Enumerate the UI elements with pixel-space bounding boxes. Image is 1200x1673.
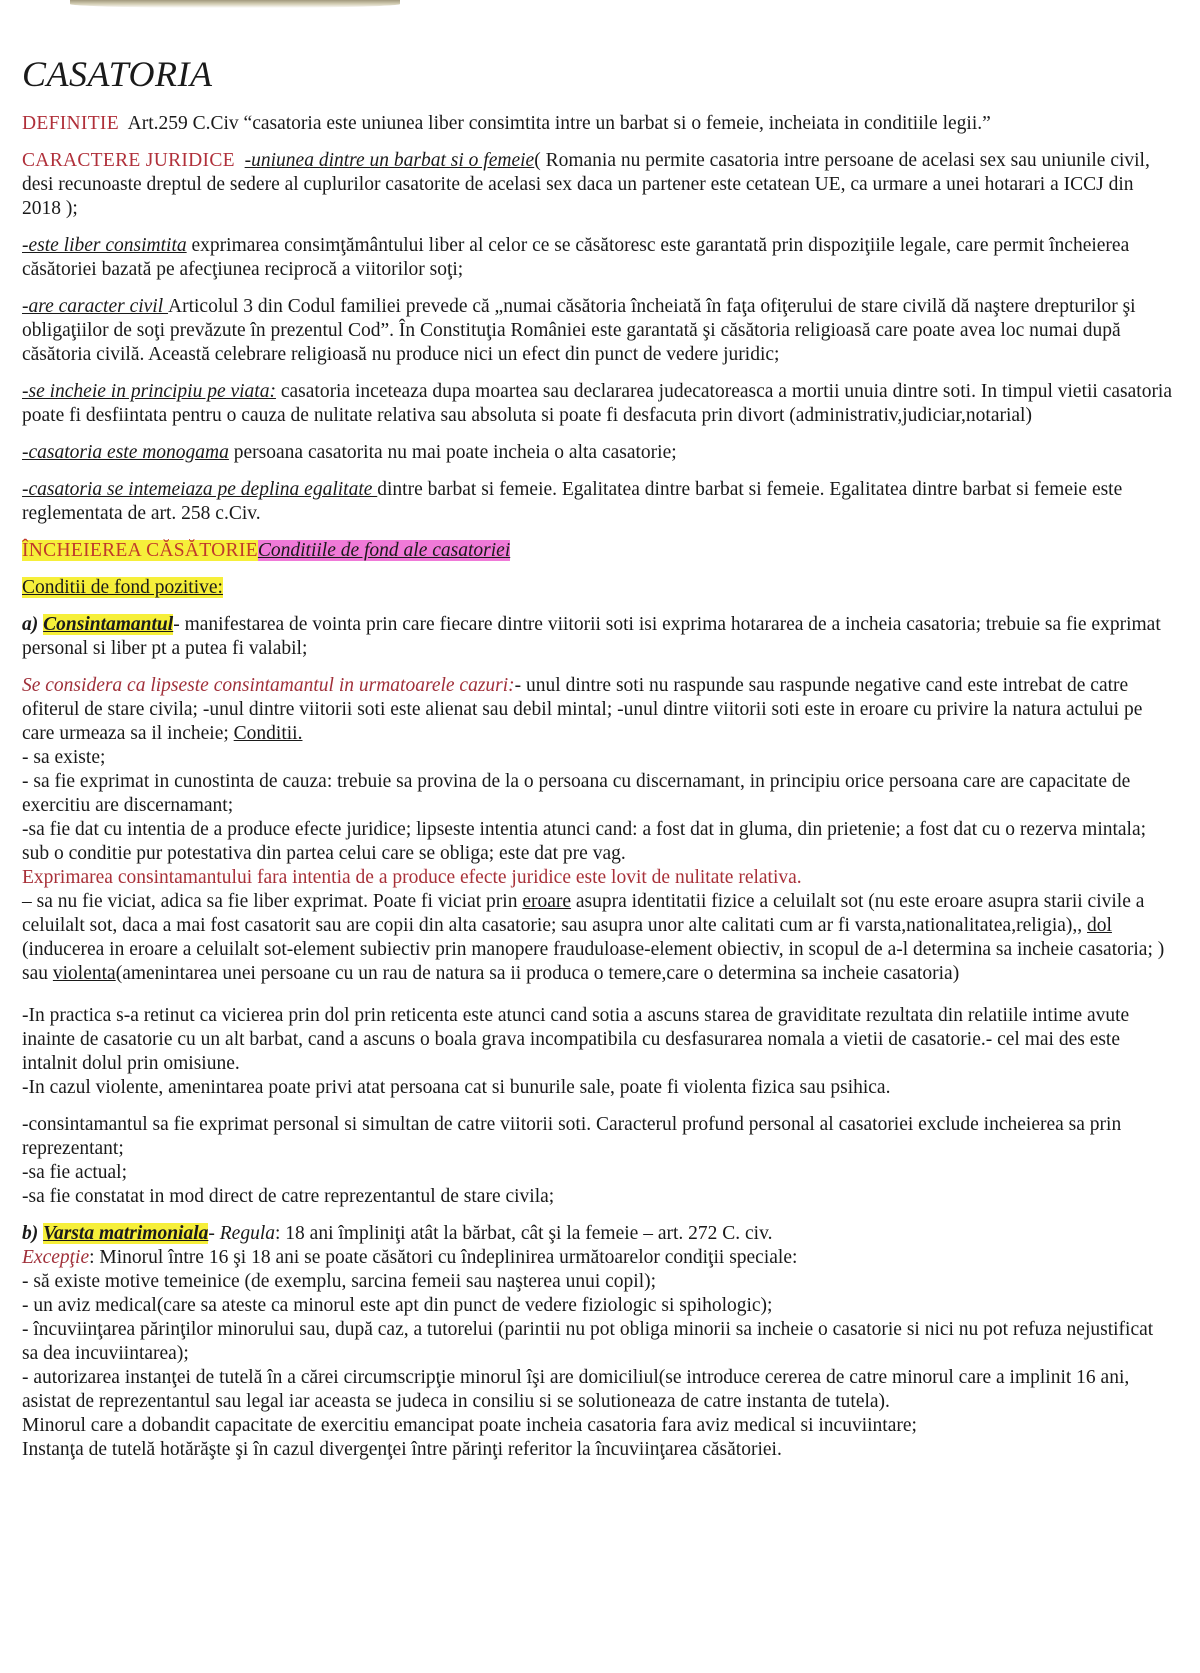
age-rule-label: Regula: [219, 1223, 275, 1244]
consent-paragraph: [22, 613, 1172, 661]
conclusion-label: ÎNCHEIEREA CĂSĂTORIE: [22, 540, 258, 561]
consent-direct: -sa fie constatat in mod direct de catre reprezentantul de stare civila;: [22, 1186, 555, 1207]
consent-personal: -consintamantul sa fie exprimat personal si simultan de catre viitorii soti. Caracterul profund personal al casatoriei exclude incheierea sa prin reprezentant;: [22, 1114, 1122, 1159]
age-exception-6: Instanţa de tutelă hotărăşte şi în cazul divergenţei între părinţi referitor la încuviinţarea căsătoriei.: [22, 1439, 782, 1460]
consent-condition-4-text-a: – sa nu fie viciat, adica sa fie liber exprimat. Poate fi viciat prin: [22, 891, 523, 912]
age-exception-text: : Minorul între 16 şi 18 ani se poate căsători cu îndeplinirea următoarelor condiţii speciale:: [89, 1247, 798, 1268]
age-exception-2: - un aviz medical(care sa ateste ca minorul este apt din punct de vedere fiziologic si spihologic);: [22, 1295, 773, 1316]
age-rule-line: [22, 1222, 1172, 1246]
age-exception-4: - autorizarea instanţei de tutelă în a cărei circumscripţie minorul îşi are domiciliul(se introduce cererea de catre minorul care a implinit 16 ani, asistat de reprezentantul sau legal iar aceasta se judeca in consiliu si se solutioneaza de catre instanta de tutela).: [22, 1367, 1130, 1412]
consent-condition-1: - sa existe;: [22, 747, 106, 768]
conclusion-heading: [22, 539, 1172, 563]
character-text-2: exprimarea consimţământului liber al celor ce se căsătoresc este garantată prin dispoziţiile legale, care permit încheierea căsătoriei bazată pe afecţiunea reciprocă a viitorilor soţi;: [22, 235, 1130, 280]
consent-missing-paragraph: [22, 674, 1172, 986]
age-exception-line: [22, 1246, 1172, 1270]
character-term-2: -este liber consimtita: [22, 235, 187, 256]
character-term-5: -casatoria este monogama: [22, 442, 229, 463]
positive-conditions-heading: [22, 576, 1172, 600]
scan-smudge: [70, 0, 400, 8]
consent-actual: -sa fie actual;: [22, 1162, 128, 1183]
age-rule-text: : 18 ani împliniţi atât la bărbat, cât şi la femeie – art. 272 C. civ.: [275, 1223, 773, 1244]
page-title: CASATORIA: [22, 54, 213, 94]
age-dash: -: [208, 1223, 220, 1244]
legal-characters-paragraph: [22, 149, 1172, 221]
consent-condition-4-text-b: asupra identitatii fizice a celuilalt sot (nu este eroare asupra starii civile a celuilalt sot, daca a mai fost casatorit sau are copii din alta casatorie; sau asupra unor alte calitati cum ar fi varsta,nationalitatea,religia),,: [22, 891, 1145, 936]
definition-paragraph: [22, 112, 1172, 136]
consent-missing-label: Se considera ca lipseste consintamantul in urmatoarele cazuri:: [22, 675, 515, 696]
consent-condition-4-text-c: (inducerea in eroare a celuilalt sot-element subiectiv prin manopere frauduloase-element obiectiv, in scopul de a-l determina sa incheie casatoria; ) sau: [22, 939, 1165, 984]
document-page: [22, 52, 1172, 1475]
consent-condition-3: -sa fie dat cu intentia de a produce efecte juridice; lipseste intentia atunci cand: a fost dat in gluma, din prietenie; a fost dat cu o rezerva mintala; sub o conditie pur potestativa din partea celui care se obliga; este dat pre vag.: [22, 819, 1147, 864]
character-term-1: -uniunea dintre un barbat si o femeie: [244, 150, 535, 171]
character-term-3: -are caracter civil: [22, 296, 169, 317]
consent-missing-text: - unul dintre soti nu raspunde sau raspunde negative cand este intrebat de catre ofiterul de stare civila; -unul dintre viitorii soti este alienat sau debil mintal; -unul dintre viitorii soti este in eroare cu privire la natura actului pe care urmeaza sa il incheie;: [22, 675, 1143, 744]
age-exception-1: - să existe motive temeinice (de exemplu, sarcina femeii sau naşterea unui copil);: [22, 1271, 657, 1292]
positive-conditions-label: Conditii de fond pozitive:: [22, 577, 223, 598]
character-text-6: dintre barbat si femeie. Egalitatea dintre barbat si femeie. Egalitatea dintre barbat si femeie este reglementata de art. 258 c.Civ.: [22, 479, 1123, 524]
vice-dol: dol: [1087, 915, 1112, 936]
vice-eroare: eroare: [522, 891, 572, 912]
character-paragraph-2: [22, 234, 1172, 282]
age-paragraph: [22, 1222, 1172, 1462]
character-paragraph-6: [22, 478, 1172, 526]
character-text-3: Articolul 3 din Codul familiei prevede că „numai căsătoria încheiată în faţa ofiţerului de stare civilă dă naştere drepturilor şi obligaţiilor de soţi prevăzute în prezentul Cod”. În Constituţia României este garantată şi căsătoria religioasă care poate avea loc numai după căsătoria civilă. Această celebrare religioasă nu produce nici un efect din punct de vedere juridic;: [22, 296, 1136, 365]
character-text-5: persoana casatorita nu mai poate incheia o alta casatorie;: [228, 442, 677, 463]
age-prefix: b): [22, 1223, 44, 1244]
character-paragraph-4: [22, 380, 1172, 428]
consent-term: Consintamantul: [43, 614, 174, 635]
definition-label: DEFINITIE: [22, 113, 119, 134]
consent-conditions-label: Conditii.: [233, 723, 303, 744]
practice-text-2: -In cazul violente, amenintarea poate privi atat persoana cat si bunurile sale, poate fi violenta fizica sau psihica.: [22, 1077, 891, 1098]
conclusion-subheading: Conditiile de fond ale casatoriei: [257, 540, 511, 561]
character-term-6: -casatoria se intemeiaza pe deplina egalitate: [22, 479, 378, 500]
practice-text-1: -In practica s-a retinut ca vicierea prin dol prin reticenta este atunci cand sotia a ascuns starea de graviditate rezultata din relatiile intime avute inainte de casatorie cu un alt barbat, cand a ascuns o boala grava incompatibila cu desfasurarea nomala a vietii de casatorie.- cel mai des este intalnit dolul prin omisiune.: [22, 1005, 1130, 1074]
age-exception-3: - încuviinţarea părinţilor minorului sau, după caz, a tutorelui (parintii nu pot obliga minorii sa incheie o casatorie si nici nu pot refuza nejustificat sa dea incuviintarea);: [22, 1319, 1154, 1364]
age-exception-5: Minorul care a dobandit capacitate de exercitiu emancipat poate incheia casatoria fara aviz medical si incuviintare;: [22, 1415, 917, 1436]
practice-paragraph: [22, 1004, 1172, 1100]
age-exception-label: Excepţie: [22, 1247, 90, 1268]
character-paragraph-5: [22, 441, 1172, 465]
consent-condition-2: - sa fie exprimat in cunostinta de cauza: trebuie sa provina de la o persoana cu discernamant, in principiu orice persoana care are capacitate de exercitiu are discernamant;: [22, 771, 1131, 816]
character-text-1: ( Romania nu permite casatoria intre persoane de acelasi sex sau uniunile civil, desi recunoaste dreptul de sedere al cuplurilor casatorite de acelasi sex daca un partener este cetatean UE, ca urmare a unei hotarari a ICCJ din 2018 );: [22, 150, 1150, 219]
character-term-4: -se incheie in principiu pe viata:: [22, 381, 276, 402]
consent-condition-4: [22, 890, 1172, 986]
definition-text: Art.259 C.Civ “casatoria este uniunea liber consimtita intre un barbat si o femeie, incheiata in conditiile legii.”: [127, 113, 991, 134]
consent-prefix: a): [22, 614, 44, 635]
consent-condition-3-note: Exprimarea consintamantului fara intentia de a produce efecte juridice este lovit de nulitate relativa.: [22, 867, 802, 888]
character-paragraph-3: [22, 295, 1172, 367]
consent-condition-4-text-d: (amenintarea unei persoane cu un rau de natura sa ii produca o temere,care o determina sa incheie casatoria): [115, 963, 960, 984]
legal-characters-label: CARACTERE JURIDICE: [22, 150, 235, 171]
vice-violenta: violenta: [52, 963, 116, 984]
age-term: Varsta matrimoniala: [43, 1223, 209, 1244]
consent-personal-paragraph: [22, 1113, 1172, 1209]
consent-text: - manifestarea de vointa prin care fiecare dintre viitorii soti isi exprima hotararea de a incheia casatoria; trebuie sa fie exprimat personal si liber pt a putea fi valabil;: [22, 614, 1161, 659]
character-text-4: casatoria inceteaza dupa moartea sau declararea judecatoreasca a mortii unuia dintre soti. In timpul vietii casatoria poate fi desfiintata pentru o cauza de nulitate relativa sau absoluta si poate fi desfacuta prin divort (administrativ,judiciar,notarial): [22, 381, 1173, 426]
